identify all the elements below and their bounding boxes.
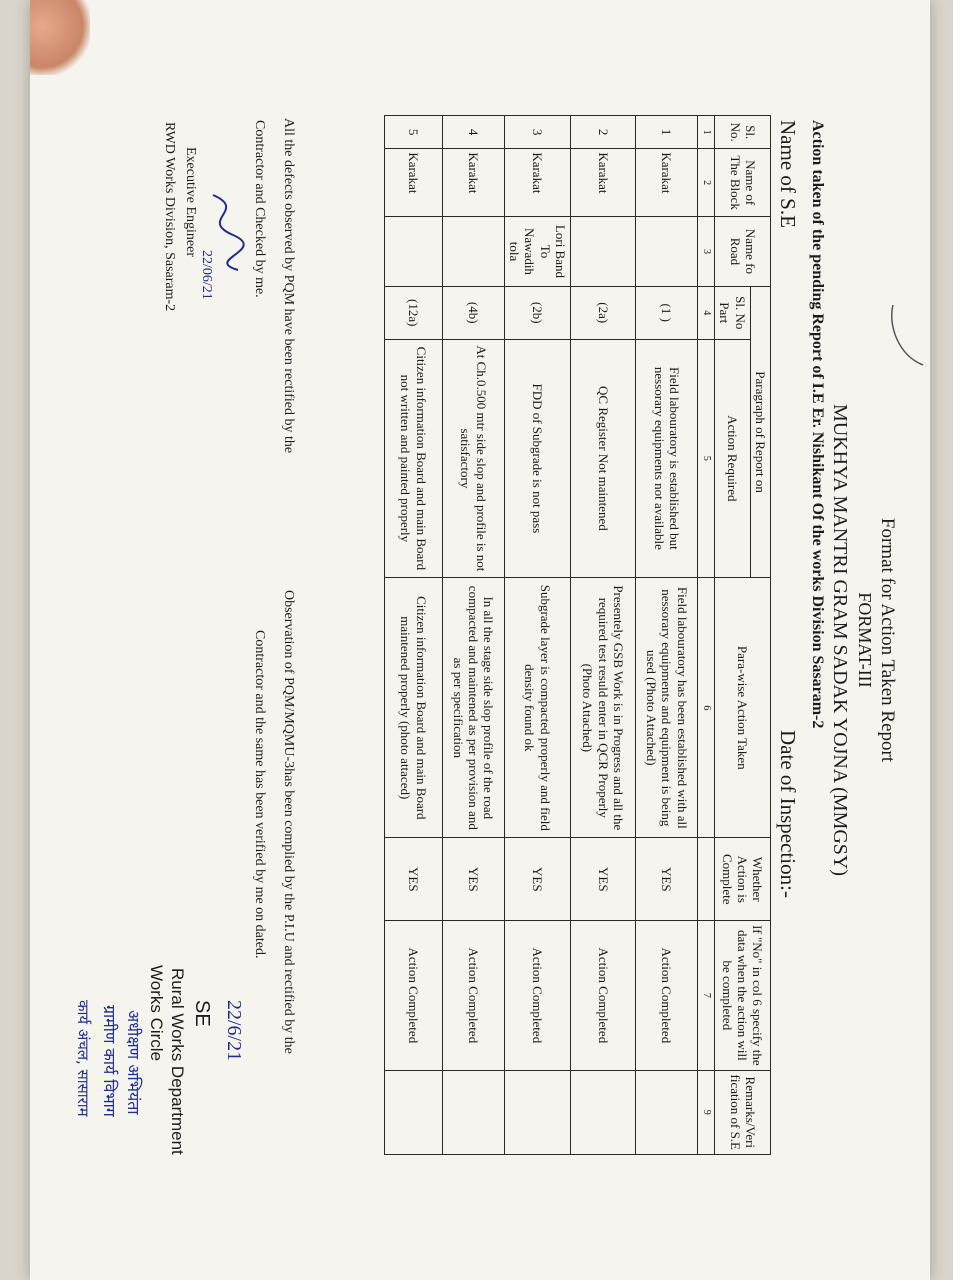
col-number: 2 — [698, 149, 715, 217]
header-paragraph: Paragraph of Report on — [750, 286, 770, 577]
cell-action-required: Field labouratory is established but nessorary equipments not available — [636, 339, 698, 578]
action-taken-table — [384, 115, 771, 1155]
col-number: 9 — [698, 1070, 715, 1154]
cell-action-taken: Citizen information Board and main Board maintened properly (photo attaced) — [384, 578, 442, 838]
cell-complete: YES — [571, 838, 636, 921]
table-header-row — [750, 116, 770, 1155]
date-of-inspection-label: Date of Inspection:- — [776, 730, 800, 898]
cell-action-required: At Ch.0.500 mtr side slop and profile is not satisfactory — [442, 339, 504, 578]
se-stamp-line2: ग्रामीण कार्य विभाग — [100, 1005, 119, 1117]
cell-part: (2a) — [571, 286, 636, 339]
table-row — [504, 116, 570, 1155]
cell-block: Karakat — [636, 149, 698, 217]
cell-action-taken: Presentely GSB Work is in Progress and all the required test resuld enter in QCR Properly (Photo Attached) — [571, 578, 636, 838]
cell-action-taken: Subgrade layer is compacted properly and field density found ok — [504, 578, 570, 838]
se-signature-date: 22/6/21 — [223, 1000, 245, 1062]
table-row — [636, 116, 698, 1155]
cell-action-required: Citizen information Board and main Board not written and painted properly — [384, 339, 442, 578]
col-number: 5 — [698, 339, 715, 578]
contractor-verified-line: Contractor and the same has been verified by me on dated. — [252, 630, 267, 959]
ee-office: RWD Works Division, Sasaram-2 — [162, 122, 177, 312]
cell-action-required: QC Register Not maintened — [571, 339, 636, 578]
report-title: Format for Action Taken Report — [877, 517, 898, 763]
document-page — [30, 0, 930, 1280]
cell-road — [384, 217, 442, 287]
header-block: Name of The Block — [715, 149, 771, 217]
col-number — [698, 838, 715, 921]
table-row — [442, 116, 504, 1155]
cell-block: Karakat — [504, 149, 570, 217]
cell-action-required: FDD of Subgrade is not pass — [504, 339, 570, 578]
cell-road — [636, 217, 698, 287]
se-name-label: Name of S.E — [776, 120, 800, 228]
cell-remarks — [384, 1070, 442, 1154]
defects-rectified-line: All the defects observed by PQM have been rectified by the — [281, 118, 296, 454]
col-number: 7 — [698, 921, 715, 1070]
col-number: 4 — [698, 286, 715, 339]
observation-complied-line: Observation of PQM/MQMU-3has been complied by the P.I.U and rectified by the — [281, 590, 296, 1054]
se-label: SE — [191, 1000, 213, 1027]
cell-sl: 4 — [442, 116, 504, 149]
header-if-no-date: If "No" in col 6 specify the data when the action will be completed — [715, 921, 771, 1070]
scheme-name: MUKHYA MANTRI GRAM SADAK YOJNA (MMGSY) — [829, 403, 851, 877]
cell-date: Action Completed — [384, 921, 442, 1070]
cell-date: Action Completed — [636, 921, 698, 1070]
cell-part: (12a) — [384, 286, 442, 339]
cell-road: Lori Band To Nawadih tola — [504, 217, 570, 287]
header-sl-no: Sl. No. — [715, 116, 771, 149]
header-part: Sl. No Part — [715, 286, 751, 339]
header-remarks: Remarks/Veri fication of S.E — [715, 1070, 771, 1154]
cell-part: (4b) — [442, 286, 504, 339]
header-whether-complete: Whether Action is Complete — [715, 838, 771, 921]
cell-part: (2b) — [504, 286, 570, 339]
header-action-required: Action Required — [715, 339, 751, 578]
cell-complete: YES — [636, 838, 698, 921]
cell-remarks — [504, 1070, 570, 1154]
cell-block: Karakat — [571, 149, 636, 217]
header-road: Name fo Road — [715, 217, 771, 287]
table-row — [384, 116, 442, 1155]
ee-signature — [193, 190, 253, 320]
col-number: 1 — [698, 116, 715, 149]
cell-date: Action Completed — [504, 921, 570, 1070]
format-number: FORMAT-III — [855, 592, 875, 688]
cell-remarks — [442, 1070, 504, 1154]
cell-sl: 5 — [384, 116, 442, 149]
table-row — [571, 116, 636, 1155]
cell-road — [571, 217, 636, 287]
col-number: 6 — [698, 578, 715, 838]
cell-complete: YES — [504, 838, 570, 921]
cell-action-taken: Field labouratory has been established with all nessorary equipments and equipment is being used (Photo Attached) — [636, 578, 698, 838]
rwd-label: Rural Works Department — [168, 968, 187, 1155]
col-number: 3 — [698, 217, 715, 287]
report-subject: Action taken of the pending Report of I.E Er. Nishikant Of the works Division Sasaram-2 — [809, 120, 826, 729]
cell-road — [442, 217, 504, 287]
works-circle-label: Works Circle — [147, 965, 166, 1062]
cell-complete: YES — [384, 838, 442, 921]
cell-sl: 3 — [504, 116, 570, 149]
ee-title: Executive Engineer — [183, 147, 198, 258]
cell-date: Action Completed — [571, 921, 636, 1070]
contractor-checked-line: Contractor and Checked by me. — [252, 120, 267, 298]
rotated-form — [30, 0, 930, 1280]
cell-block: Karakat — [442, 149, 504, 217]
cell-remarks — [571, 1070, 636, 1154]
cell-date: Action Completed — [442, 921, 504, 1070]
cell-block: Karakat — [384, 149, 442, 217]
cell-sl: 1 — [636, 116, 698, 149]
cell-sl: 2 — [571, 116, 636, 149]
cell-remarks — [636, 1070, 698, 1154]
se-stamp-line1: अधीक्षण अभियंता — [124, 1010, 143, 1115]
ee-sign-date: 22/06/21 — [199, 250, 214, 300]
column-number-row — [698, 116, 715, 1155]
cell-part: (1 ) — [636, 286, 698, 339]
cell-complete: YES — [442, 838, 504, 921]
cell-action-taken: In all the stage side slop profile of the road compacted and maintened as per provision and as per specification — [442, 578, 504, 838]
se-stamp-line3: कार्य अंचल, सासाराम — [74, 1000, 92, 1117]
header-para-wise-action: Para-wise Action Taken — [715, 578, 771, 838]
